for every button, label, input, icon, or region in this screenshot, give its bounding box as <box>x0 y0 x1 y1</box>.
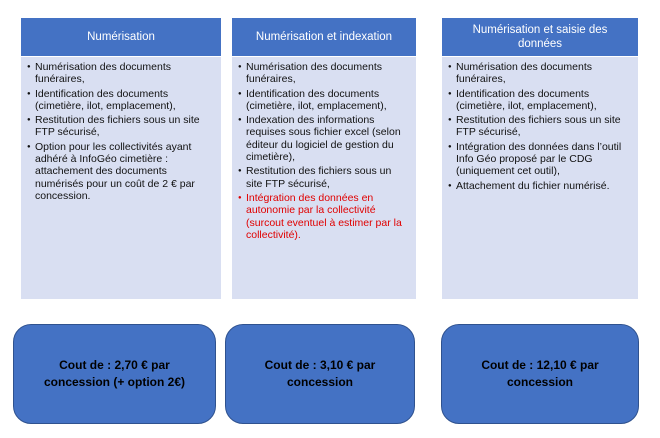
cost-box-numerisation <box>13 324 216 424</box>
feature-item-highlight: ● Intégration des données en autonomie par la collectivité (surcout eventuel à estimer par la collectivité). <box>238 192 410 241</box>
offer-title: Numérisation <box>20 17 222 57</box>
cost-label: Cout de : 12,10 € par concession <box>481 358 599 389</box>
offer-features <box>231 57 417 300</box>
offer-column-numerisation <box>20 17 222 300</box>
offer-column-saisie <box>441 17 639 300</box>
offer-features <box>441 57 639 300</box>
offer-title: Numérisation et saisie des données <box>441 17 639 57</box>
feature-item: ● Restitution des fichiers sous un site FTP sécurisé, <box>27 114 215 139</box>
feature-item: ● Attachement du fichier numérisé. <box>448 180 632 192</box>
feature-item: ● Numérisation des documents funéraires, <box>27 61 215 86</box>
feature-item: ● Identification des documents (cimetière, ilot, emplacement), <box>27 88 215 113</box>
cost-label: Cout de : 3,10 € par concession <box>264 358 376 389</box>
feature-item: ● Numérisation des documents funéraires, <box>448 61 632 86</box>
cost-box-saisie <box>441 324 639 424</box>
feature-item: ● Numérisation des documents funéraires, <box>238 61 410 86</box>
feature-item: ● Identification des documents (cimetière, ilot, emplacement), <box>238 88 410 113</box>
cost-label: Cout de : 2,70 € par concession (+ option 2€) <box>43 358 186 389</box>
cost-box-indexation <box>225 324 415 424</box>
feature-item: ● Option pour les collectivités ayant adhéré à InfoGéo cimetière : attachement des documents numérisés pour un coût de 2 € par concession. <box>27 141 215 202</box>
feature-item: ● Identification des documents (cimetière, ilot, emplacement), <box>448 88 632 113</box>
feature-item: ● Restitution des fichiers sous un site FTP sécurisé, <box>448 114 632 139</box>
feature-item: ● Indexation des informations requises sous fichier excel (selon éditeur du logiciel de gestion du cimetière), <box>238 114 410 163</box>
offer-features <box>20 57 222 300</box>
feature-item: ● Restitution des fichiers sous un site FTP sécurisé, <box>238 165 410 190</box>
feature-item: ● Intégration des données dans l’outil Info Géo proposé par le CDG (uniquement cet outil), <box>448 141 632 178</box>
offer-title: Numérisation et indexation <box>231 17 417 57</box>
offer-column-indexation <box>231 17 417 300</box>
